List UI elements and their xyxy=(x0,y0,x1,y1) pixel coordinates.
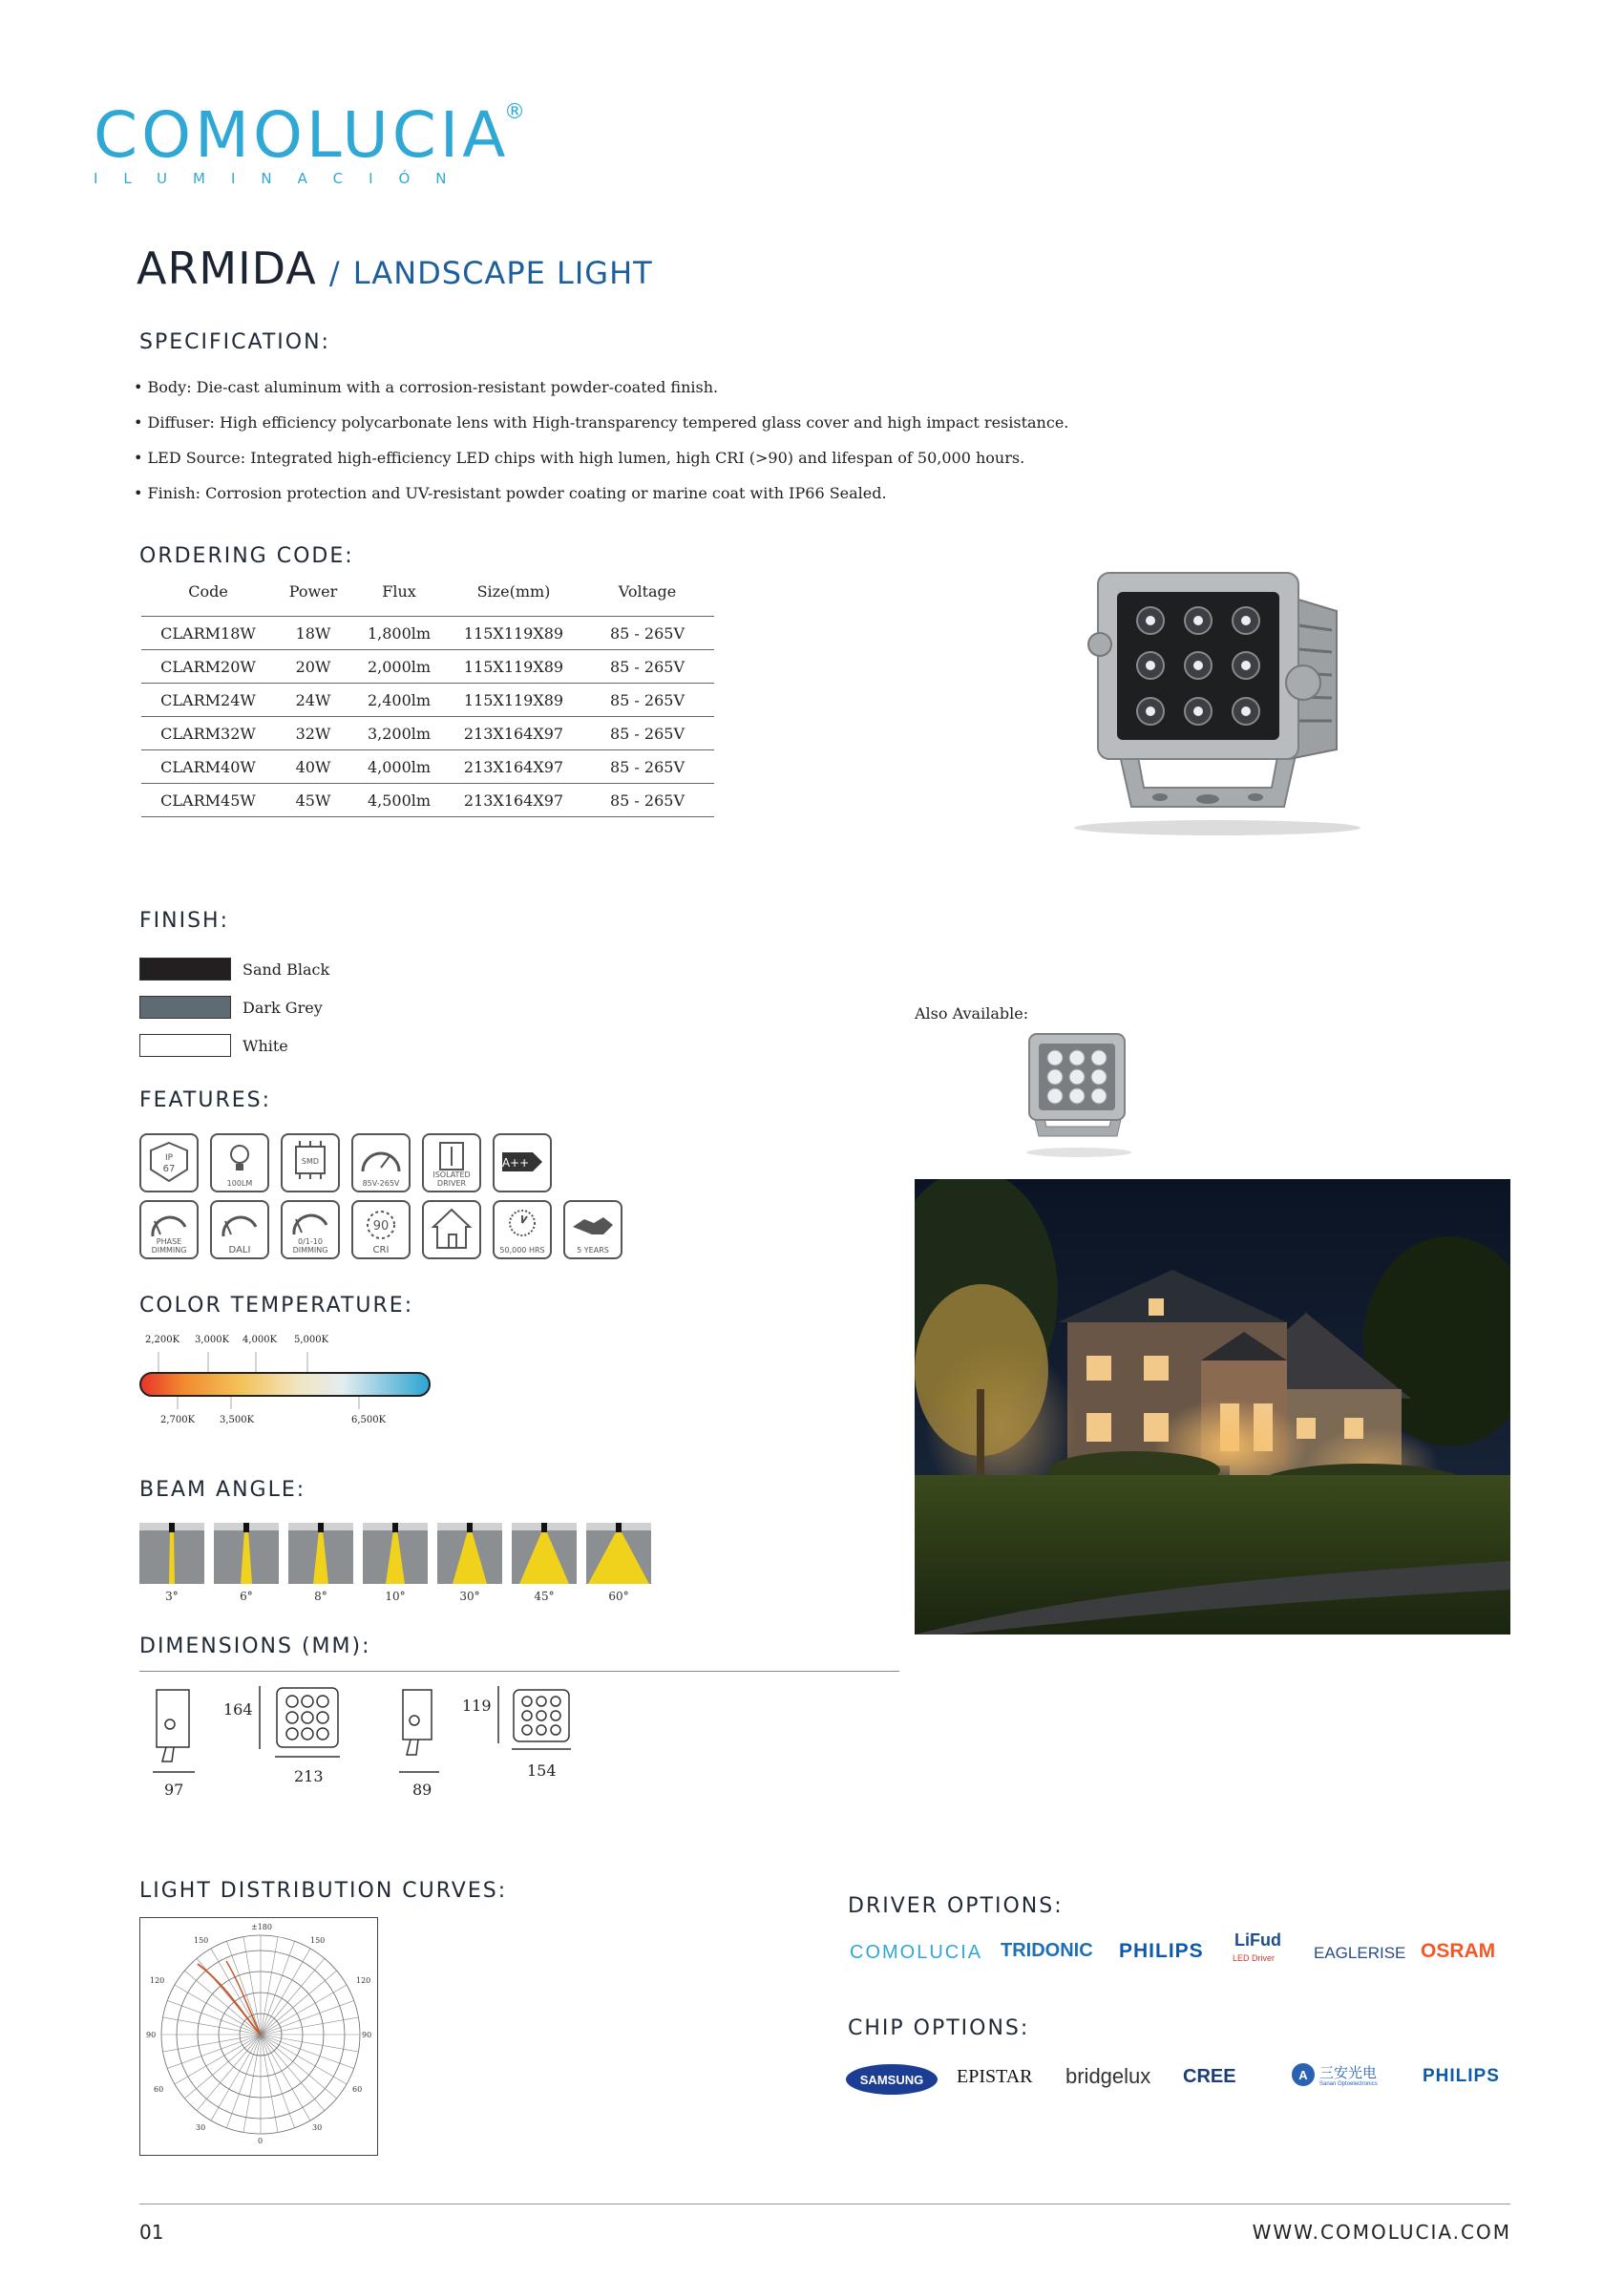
epistar-logo: EPISTAR xyxy=(957,2066,1033,2087)
svg-text:150: 150 xyxy=(194,1936,209,1945)
eaglerise-logo: EAGLERISE xyxy=(1314,1944,1406,1962)
cct-label: 4,000K xyxy=(243,1335,278,1345)
lifud-logo: LiFud xyxy=(1234,1930,1281,1950)
table-cell: 20W xyxy=(275,650,351,684)
finish-label: Sand Black xyxy=(243,960,330,979)
ordering-heading: ORDERING CODE: xyxy=(139,544,354,568)
svg-text:60: 60 xyxy=(154,2085,164,2094)
table-cell: 3,200lm xyxy=(351,717,447,750)
dim-depth-large: 97 xyxy=(164,1781,184,1799)
light-distribution-heading: LIGHT DISTRIBUTION CURVES: xyxy=(139,1879,508,1903)
svg-text:67: 67 xyxy=(162,1164,176,1174)
page-title xyxy=(137,243,653,294)
table-row xyxy=(141,617,714,650)
table-row xyxy=(141,650,714,684)
cct-label: 3,000K xyxy=(195,1335,230,1345)
table-cell: CLARM40W xyxy=(141,750,275,784)
table-cell: CLARM20W xyxy=(141,650,275,684)
driver-options-heading: DRIVER OPTIONS: xyxy=(848,1894,1064,1918)
spec-item: • Diffuser: High efficiency polycarbonate lens with High-transparency tempered glass cover and high impact resistance. xyxy=(134,413,1069,432)
table-header-row xyxy=(141,579,714,617)
sanan-logo: 三安光电 xyxy=(1319,2065,1378,2081)
col-header: Voltage xyxy=(618,582,677,601)
divider xyxy=(139,1671,899,1672)
svg-text:30: 30 xyxy=(196,2123,206,2132)
table-cell: 85 - 265V xyxy=(580,750,714,784)
col-header: Size(mm) xyxy=(476,582,551,601)
cct-label: 3,500K xyxy=(220,1415,255,1425)
table-cell: 45W xyxy=(275,784,351,817)
svg-text:90: 90 xyxy=(372,1219,390,1234)
table-row xyxy=(141,717,714,750)
beam-angle-diagrams xyxy=(139,1523,655,1590)
feature-label: 85V-265V xyxy=(362,1179,400,1188)
beam-angle-label: 3° xyxy=(165,1590,179,1603)
application-photo xyxy=(915,1179,1510,1635)
feature-label: ISOLATED DRIVER xyxy=(432,1171,471,1188)
logo-wordmark: COMOLUCIA xyxy=(94,98,510,172)
table-cell: 115X119X89 xyxy=(447,650,580,684)
warranty-icon xyxy=(563,1200,622,1259)
beam-angle-label: 6° xyxy=(240,1590,253,1603)
cct-label: 2,200K xyxy=(145,1335,180,1345)
svg-text:0: 0 xyxy=(258,2137,264,2145)
chip-logos xyxy=(844,2053,1522,2110)
comolucia-logo xyxy=(94,95,533,191)
table-cell: 32W xyxy=(275,717,351,750)
alt-product-image xyxy=(1012,1026,1136,1160)
table-cell: 4,500lm xyxy=(351,784,447,817)
finish-option xyxy=(139,950,329,988)
svg-text:90: 90 xyxy=(362,2031,372,2039)
spec-list xyxy=(134,369,1279,511)
feature-label: 50,000 HRS xyxy=(499,1246,545,1255)
dim-height-large: 164 xyxy=(223,1700,253,1719)
table-cell: CLARM18W xyxy=(141,617,275,650)
feature-label: PHASE DIMMING xyxy=(151,1237,187,1255)
table-cell: 213X164X97 xyxy=(447,717,580,750)
spec-item: • LED Source: Integrated high-efficiency LED chips with high lumen, high CRI (>90) and lifespan of 50,000 hours. xyxy=(134,449,1025,467)
registered-mark: ® xyxy=(504,100,525,124)
table-cell: 85 - 265V xyxy=(580,650,714,684)
finish-option xyxy=(139,1026,329,1065)
ordering-table xyxy=(141,579,714,817)
svg-text:A: A xyxy=(1298,2068,1308,2082)
svg-text:30: 30 xyxy=(312,2123,323,2132)
dim-width-large: 213 xyxy=(294,1767,324,1785)
finish-list xyxy=(139,950,329,1065)
feature-label: 100LM xyxy=(226,1179,253,1188)
finish-swatch xyxy=(139,1034,231,1057)
spec-item: • Body: Die-cast aluminum with a corrosion-resistant powder-coated finish. xyxy=(134,378,719,396)
table-cell: 4,000lm xyxy=(351,750,447,784)
beam-diagram xyxy=(437,1523,502,1584)
product-name: ARMIDA xyxy=(137,243,317,294)
features-heading: FEATURES: xyxy=(139,1088,272,1112)
table-cell: 2,400lm xyxy=(351,684,447,717)
beam-diagram xyxy=(288,1523,353,1584)
svg-text:120: 120 xyxy=(150,1976,165,1985)
table-row xyxy=(141,750,714,784)
ordering-table-wrap xyxy=(141,579,714,817)
beam-angle-label: 10° xyxy=(385,1590,406,1603)
website-link[interactable]: WWW.COMOLUCIA.COM xyxy=(1252,2221,1511,2244)
beam-diagram xyxy=(586,1523,651,1584)
product-category: LANDSCAPE LIGHT xyxy=(352,255,653,291)
lifespan-icon xyxy=(493,1200,552,1259)
also-available-label: Also Available: xyxy=(915,1004,1029,1023)
sanan-icon xyxy=(1291,2062,1316,2087)
table-cell: CLARM45W xyxy=(141,784,275,817)
beam-diagram xyxy=(363,1523,428,1584)
phase-dimming-icon xyxy=(139,1200,199,1259)
beam-diagram xyxy=(139,1523,204,1584)
dimension-diagram xyxy=(153,1680,630,1804)
beam-angle-label: 30° xyxy=(459,1590,480,1603)
cct-label: 2,700K xyxy=(160,1415,196,1425)
tridonic-logo: TRIDONIC xyxy=(1001,1940,1093,1961)
table-cell: 213X164X97 xyxy=(447,784,580,817)
col-header: Power xyxy=(288,582,338,601)
bulb-icon xyxy=(210,1133,269,1192)
philips-chip-logo: PHILIPS xyxy=(1423,2066,1500,2086)
col-header: Flux xyxy=(382,582,416,601)
table-cell: 85 - 265V xyxy=(580,784,714,817)
color-temp-heading: COLOR TEMPERATURE: xyxy=(139,1294,414,1318)
sanan-subtitle: Sanan Optoelectronics xyxy=(1319,2081,1378,2087)
polar-chart xyxy=(139,1917,378,2156)
dimensions-heading: DIMENSIONS (MM): xyxy=(139,1635,371,1658)
beam-angle-label: 60° xyxy=(608,1590,629,1603)
cct-label: 5,000K xyxy=(294,1335,329,1345)
feature-label: 0/1-10 DIMMING xyxy=(292,1237,328,1255)
isolated-driver-icon xyxy=(422,1133,481,1192)
voltage-icon xyxy=(351,1133,411,1192)
dim-width-small: 154 xyxy=(527,1761,557,1780)
svg-text:120: 120 xyxy=(356,1976,371,1985)
spec-item: • Finish: Corrosion protection and UV-resistant powder coating or marine coat with IP66 Sealed. xyxy=(134,484,887,502)
feature-label: CRI xyxy=(372,1245,390,1255)
dim-height-small: 119 xyxy=(462,1697,492,1715)
svg-text:IP: IP xyxy=(164,1153,174,1163)
cct-label: 6,500K xyxy=(351,1415,387,1425)
product-image xyxy=(1060,559,1365,845)
table-cell: 213X164X97 xyxy=(447,750,580,784)
logo-subtitle: ILUMINACIÓN xyxy=(94,170,473,187)
smd-chip-icon xyxy=(281,1133,340,1192)
dali-icon xyxy=(210,1200,269,1259)
beam-diagram xyxy=(512,1523,577,1584)
page-number: 01 xyxy=(139,2221,164,2244)
table-cell: 85 - 265V xyxy=(580,717,714,750)
beam-angle-label: 8° xyxy=(314,1590,327,1603)
cct-gradient-bar xyxy=(139,1346,454,1423)
table-cell: 115X119X89 xyxy=(447,684,580,717)
finish-swatch xyxy=(139,958,231,981)
color-temp-scale xyxy=(139,1335,454,1440)
ip67-icon xyxy=(139,1133,199,1192)
dimension-drawings xyxy=(153,1680,630,1804)
svg-text:60: 60 xyxy=(352,2085,363,2094)
beam-angle-label: 45° xyxy=(534,1590,555,1603)
finish-swatch xyxy=(139,996,231,1019)
table-row xyxy=(141,684,714,717)
chip-options-heading: CHIP OPTIONS: xyxy=(848,2016,1030,2040)
table-row xyxy=(141,784,714,817)
table-cell: 115X119X89 xyxy=(447,617,580,650)
beam-angle-heading: BEAM ANGLE: xyxy=(139,1478,306,1502)
finish-heading: FINISH: xyxy=(139,909,230,933)
philips-logo: PHILIPS xyxy=(1119,1940,1204,1962)
svg-text:SMD: SMD xyxy=(301,1157,320,1166)
dimming-0-10-icon xyxy=(281,1200,340,1259)
brand-logo xyxy=(94,95,533,191)
title-separator: / xyxy=(328,255,341,291)
table-cell: 85 - 265V xyxy=(580,617,714,650)
table-cell: 1,800lm xyxy=(351,617,447,650)
table-cell: CLARM24W xyxy=(141,684,275,717)
finish-label: White xyxy=(243,1036,288,1055)
bridgelux-logo: bridgelux xyxy=(1065,2064,1151,2088)
svg-text:SAMSUNG: SAMSUNG xyxy=(859,2073,924,2087)
svg-text:A++: A++ xyxy=(501,1156,530,1170)
table-cell: 85 - 265V xyxy=(580,684,714,717)
spec-heading: SPECIFICATION: xyxy=(139,330,330,354)
table-cell: 18W xyxy=(275,617,351,650)
feature-label: DALI xyxy=(228,1245,251,1255)
beam-angle-row xyxy=(139,1523,655,1609)
features-grid xyxy=(139,1133,636,1267)
table-cell: 40W xyxy=(275,750,351,784)
house-icon xyxy=(422,1200,481,1259)
finish-label: Dark Grey xyxy=(243,998,323,1017)
dim-depth-small: 89 xyxy=(412,1781,432,1799)
svg-text:±180: ±180 xyxy=(251,1923,272,1931)
feature-label: 5 YEARS xyxy=(577,1246,609,1255)
svg-text:150: 150 xyxy=(310,1936,326,1945)
lifud-subtitle: LED Driver xyxy=(1233,1953,1276,1963)
comolucia-logo: COMOLUCIA xyxy=(850,1942,983,1963)
table-cell: CLARM32W xyxy=(141,717,275,750)
osram-logo: OSRAM xyxy=(1421,1940,1496,1962)
finish-option xyxy=(139,988,329,1026)
table-cell: 2,000lm xyxy=(351,650,447,684)
energy-class-icon xyxy=(493,1133,552,1192)
table-cell: 24W xyxy=(275,684,351,717)
polar-diagram xyxy=(140,1918,377,2155)
col-header: Code xyxy=(188,582,228,601)
cree-logo: CREE xyxy=(1183,2066,1236,2087)
beam-diagram xyxy=(214,1523,279,1584)
samsung-logo xyxy=(844,2060,939,2099)
cri-icon xyxy=(351,1200,411,1259)
svg-text:90: 90 xyxy=(146,2031,157,2039)
driver-logos xyxy=(848,1930,1516,1988)
